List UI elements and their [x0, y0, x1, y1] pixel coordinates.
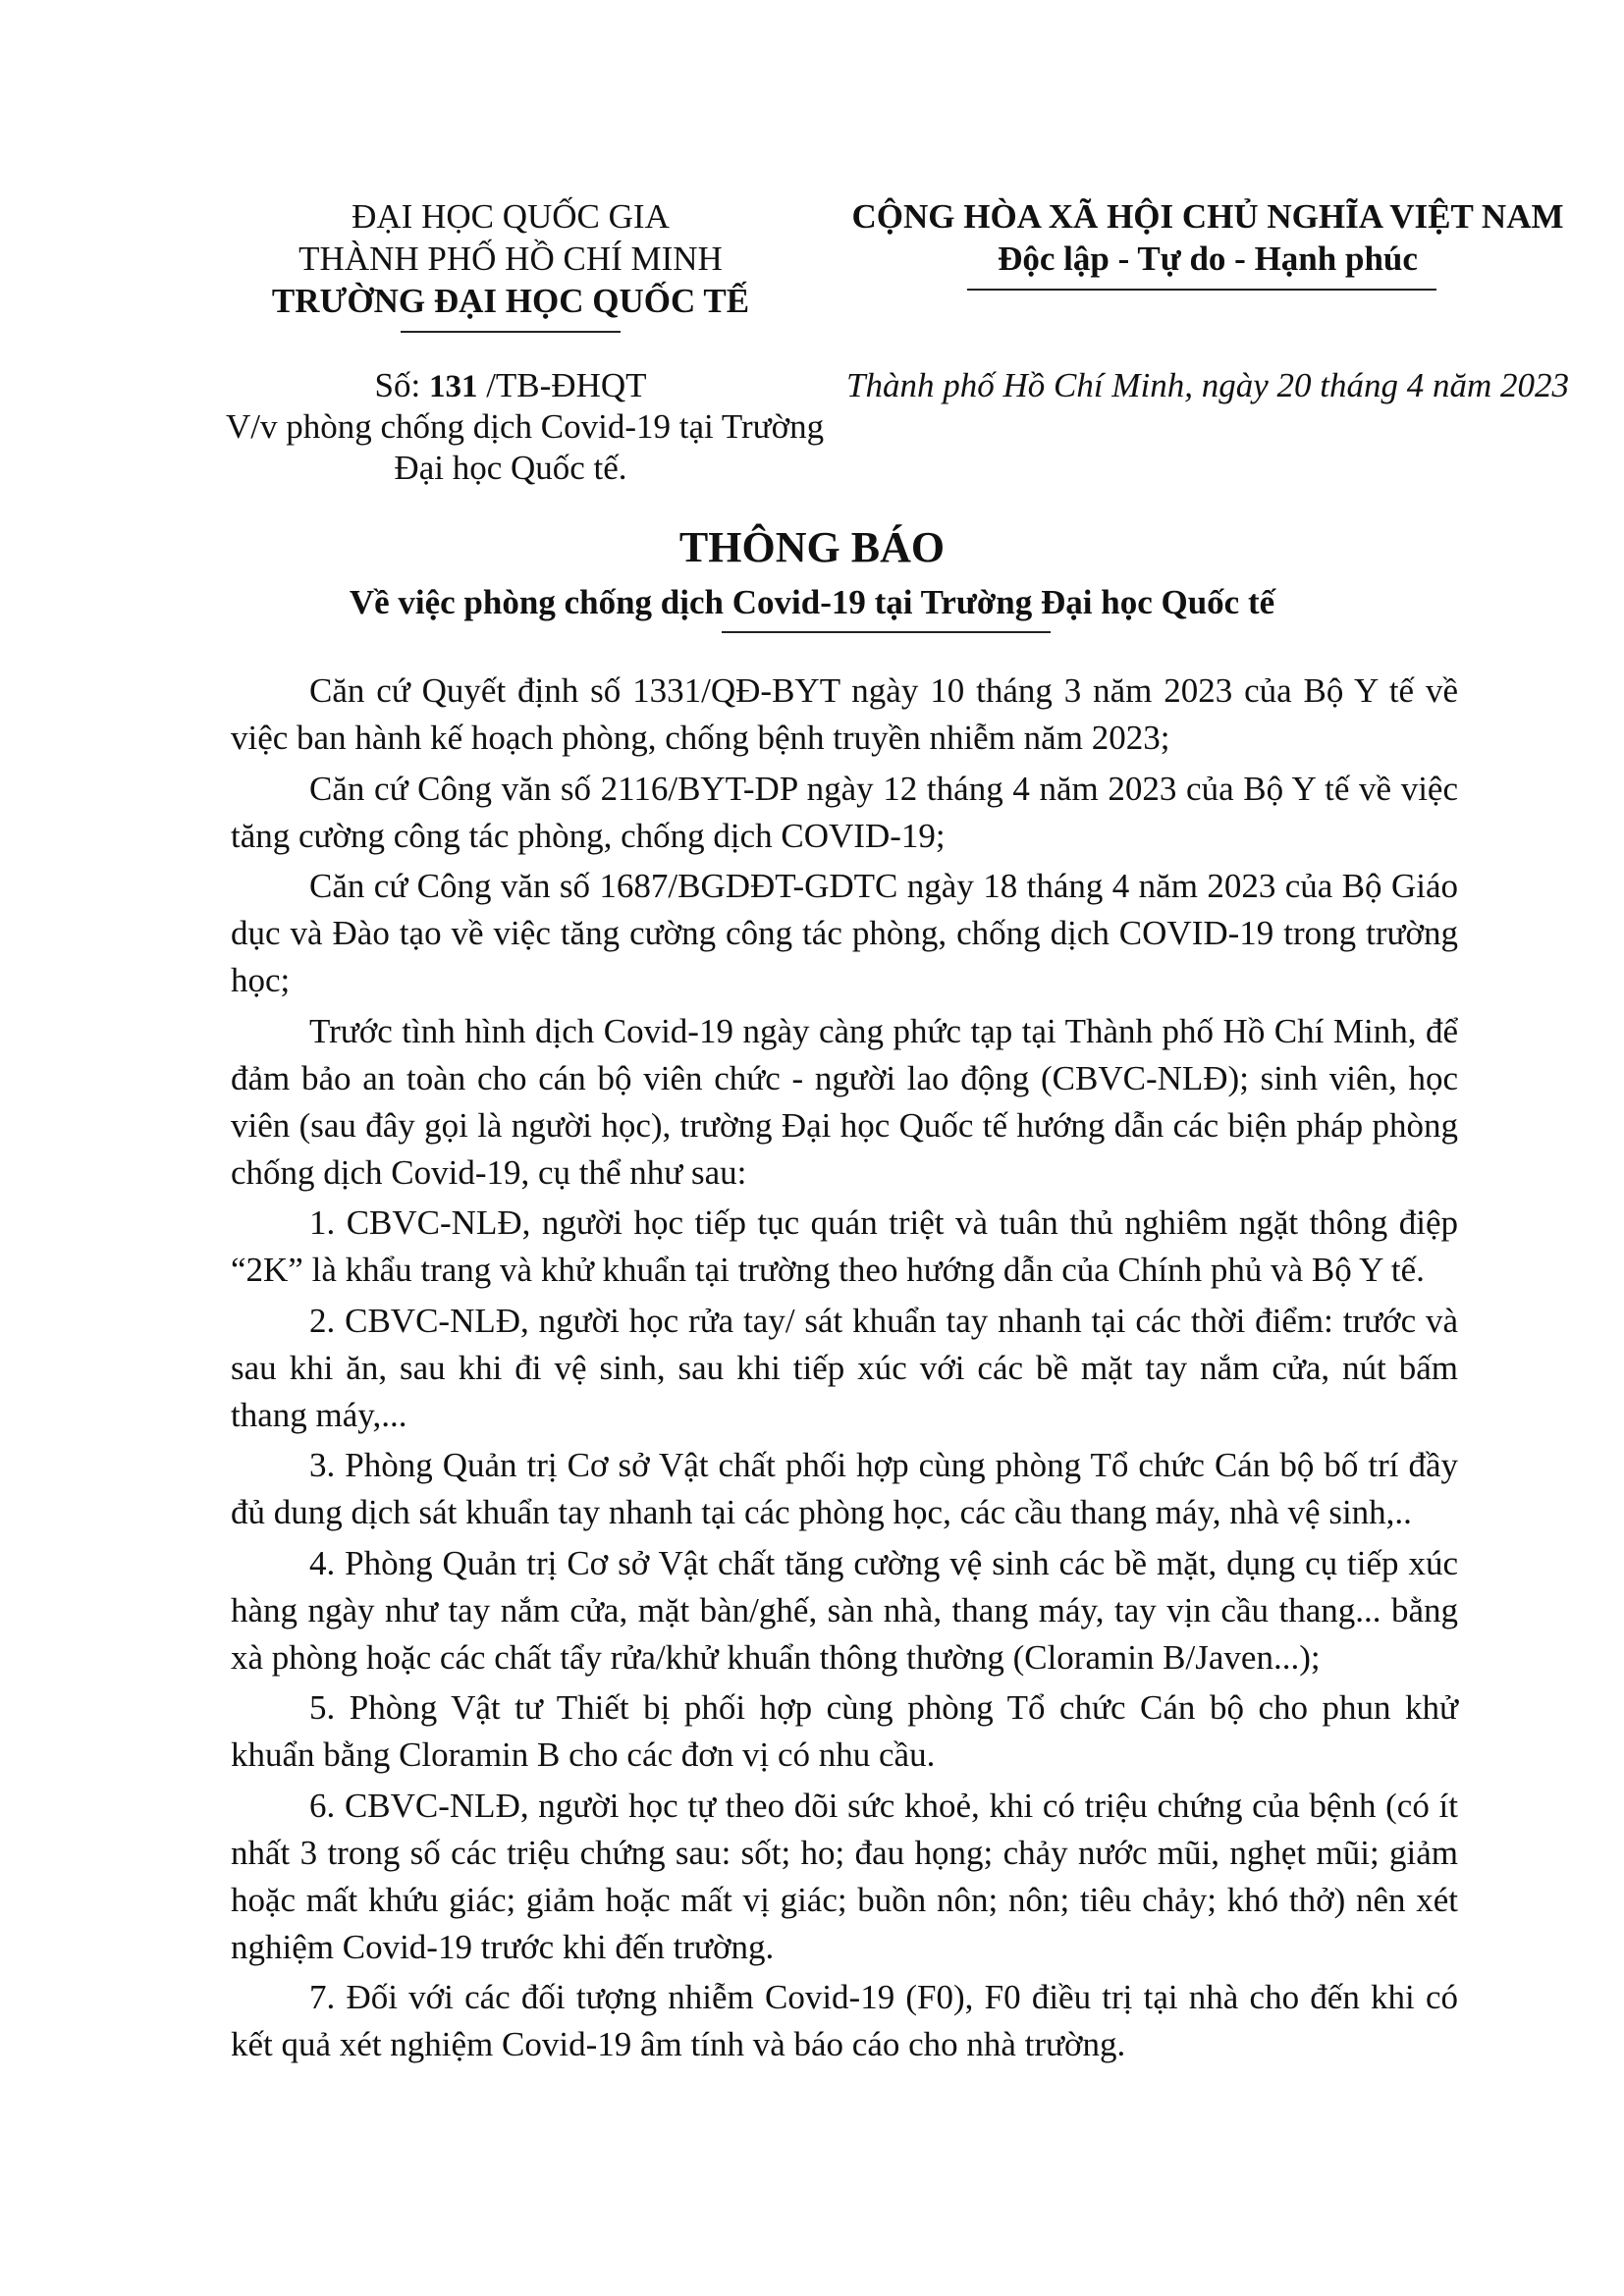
doc-no-number: 131 — [428, 369, 478, 404]
paragraph: 7. Đối với các đối tượng nhiễm Covid-19 (F0), F0 điều trị tại nhà cho đến khi có kết quả xét nghiệm Covid-19 âm tính và báo cáo cho nhà trường. — [231, 1978, 1458, 2063]
paragraph: 5. Phòng Vật tư Thiết bị phối hợp cùng phòng Tổ chức Cán bộ cho phun khử khuẩn bằng Cloramin B cho các đơn vị có nhu cầu. — [231, 1688, 1458, 1774]
subtitle-underline — [722, 631, 1051, 633]
paragraph: 1. CBVC-NLĐ, người học tiếp tục quán triệt và tuân thủ nghiêm ngặt thông điệp “2K” là khẩu trang và khử khuẩn tại trường theo hướng dẫn của Chính phủ và Bộ Y tế. — [231, 1203, 1458, 1289]
subject-line-2: Đại học Quốc tế. — [394, 449, 627, 487]
paragraph: 3. Phòng Quản trị Cơ sở Vật chất phối hợp cùng phòng Tổ chức Cán bộ bố trí đầy đủ dung dịch sát khuẩn tay nhanh tại các phòng học, các cầu thang máy, nhà vệ sinh,.. — [231, 1446, 1458, 1531]
subject-line-1: V/v phòng chống dịch Covid-19 tại Trường — [226, 407, 825, 446]
paragraph: Căn cứ Công văn số 1687/BGDĐT-GDTC ngày 18 tháng 4 năm 2023 của Bộ Giáo dục và Đào tạo về việc tăng cường công tác phòng, chống dịch COVID-19 trong trường học; — [231, 867, 1458, 999]
paragraph: Căn cứ Công văn số 2116/BYT-DP ngày 12 tháng 4 năm 2023 của Bộ Y tế về việc tăng cường công tác phòng, chống dịch COVID-19; — [231, 769, 1458, 855]
document-number — [226, 365, 795, 407]
paragraph: Căn cứ Quyết định số 1331/QĐ-BYT ngày 10 tháng 3 năm 2023 của Bộ Y tế về việc ban hành kế hoạch phòng, chống bệnh truyền nhiễm năm 2023; — [231, 671, 1458, 757]
document-subtitle: Về việc phòng chống dịch Covid-19 tại Trường Đại học Quốc tế — [349, 583, 1275, 621]
org-parent-line-2: THÀNH PHỐ HỒ CHÍ MINH — [298, 240, 723, 278]
doc-no-prefix: Số: — [374, 366, 429, 404]
document-body — [231, 667, 1458, 2072]
nation-motto: Độc lập - Tự do - Hạnh phúc — [998, 240, 1418, 278]
org-name: TRƯỜNG ĐẠI HỌC QUỐC TẾ — [271, 282, 750, 320]
org-underline — [401, 331, 621, 333]
place-date: Thành phố Hồ Chí Minh, ngày 20 tháng 4 năm 2023 — [846, 366, 1569, 404]
motto-underline — [967, 289, 1436, 291]
doc-no-suffix: /TB-ĐHQT — [477, 366, 647, 404]
nation-title: CỘNG HÒA XÃ HỘI CHỦ NGHĨA VIỆT NAM — [851, 197, 1564, 236]
paragraph: 6. CBVC-NLĐ, người học tự theo dõi sức khoẻ, khi có triệu chứng của bệnh (có ít nhất 3 trong số các triệu chứng sau: sốt; ho; đau họng; chảy nước mũi, nghẹt mũi; giảm hoặc mất khứu giác; giảm hoặc mất vị giác; buồn nôn; nôn; tiêu chảy; khó thở) nên xét nghiệm Covid-19 trước khi đến trường. — [231, 1786, 1458, 1966]
document-title: THÔNG BÁO — [678, 523, 946, 571]
paragraph: Trước tình hình dịch Covid-19 ngày càng phức tạp tại Thành phố Hồ Chí Minh, để đảm bảo an toàn cho cán bộ viên chức - người lao động (CBVC-NLĐ); sinh viên, học viên (sau đây gọi là người học), trường Đại học Quốc tế hướng dẫn các biện pháp phòng chống dịch Covid-19, cụ thể như sau: — [231, 1011, 1458, 1192]
org-parent-line-1: ĐẠI HỌC QUỐC GIA — [352, 197, 670, 236]
paragraph: 2. CBVC-NLĐ, người học rửa tay/ sát khuẩn tay nhanh tại các thời điểm: trước và sau khi ăn, sau khi đi vệ sinh, sau khi tiếp xúc với các bề mặt tay nắm cửa, nút bấm thang máy,... — [231, 1301, 1458, 1434]
paragraph: 4. Phòng Quản trị Cơ sở Vật chất tăng cường vệ sinh các bề mặt, dụng cụ tiếp xúc hàng ngày như tay nắm cửa, mặt bàn/ghế, sàn nhà, thang máy, tay vịn cầu thang... bằng xà phòng hoặc các chất tẩy rửa/khử khuẩn thông thường (Cloramin B/Javen...); — [231, 1543, 1458, 1677]
